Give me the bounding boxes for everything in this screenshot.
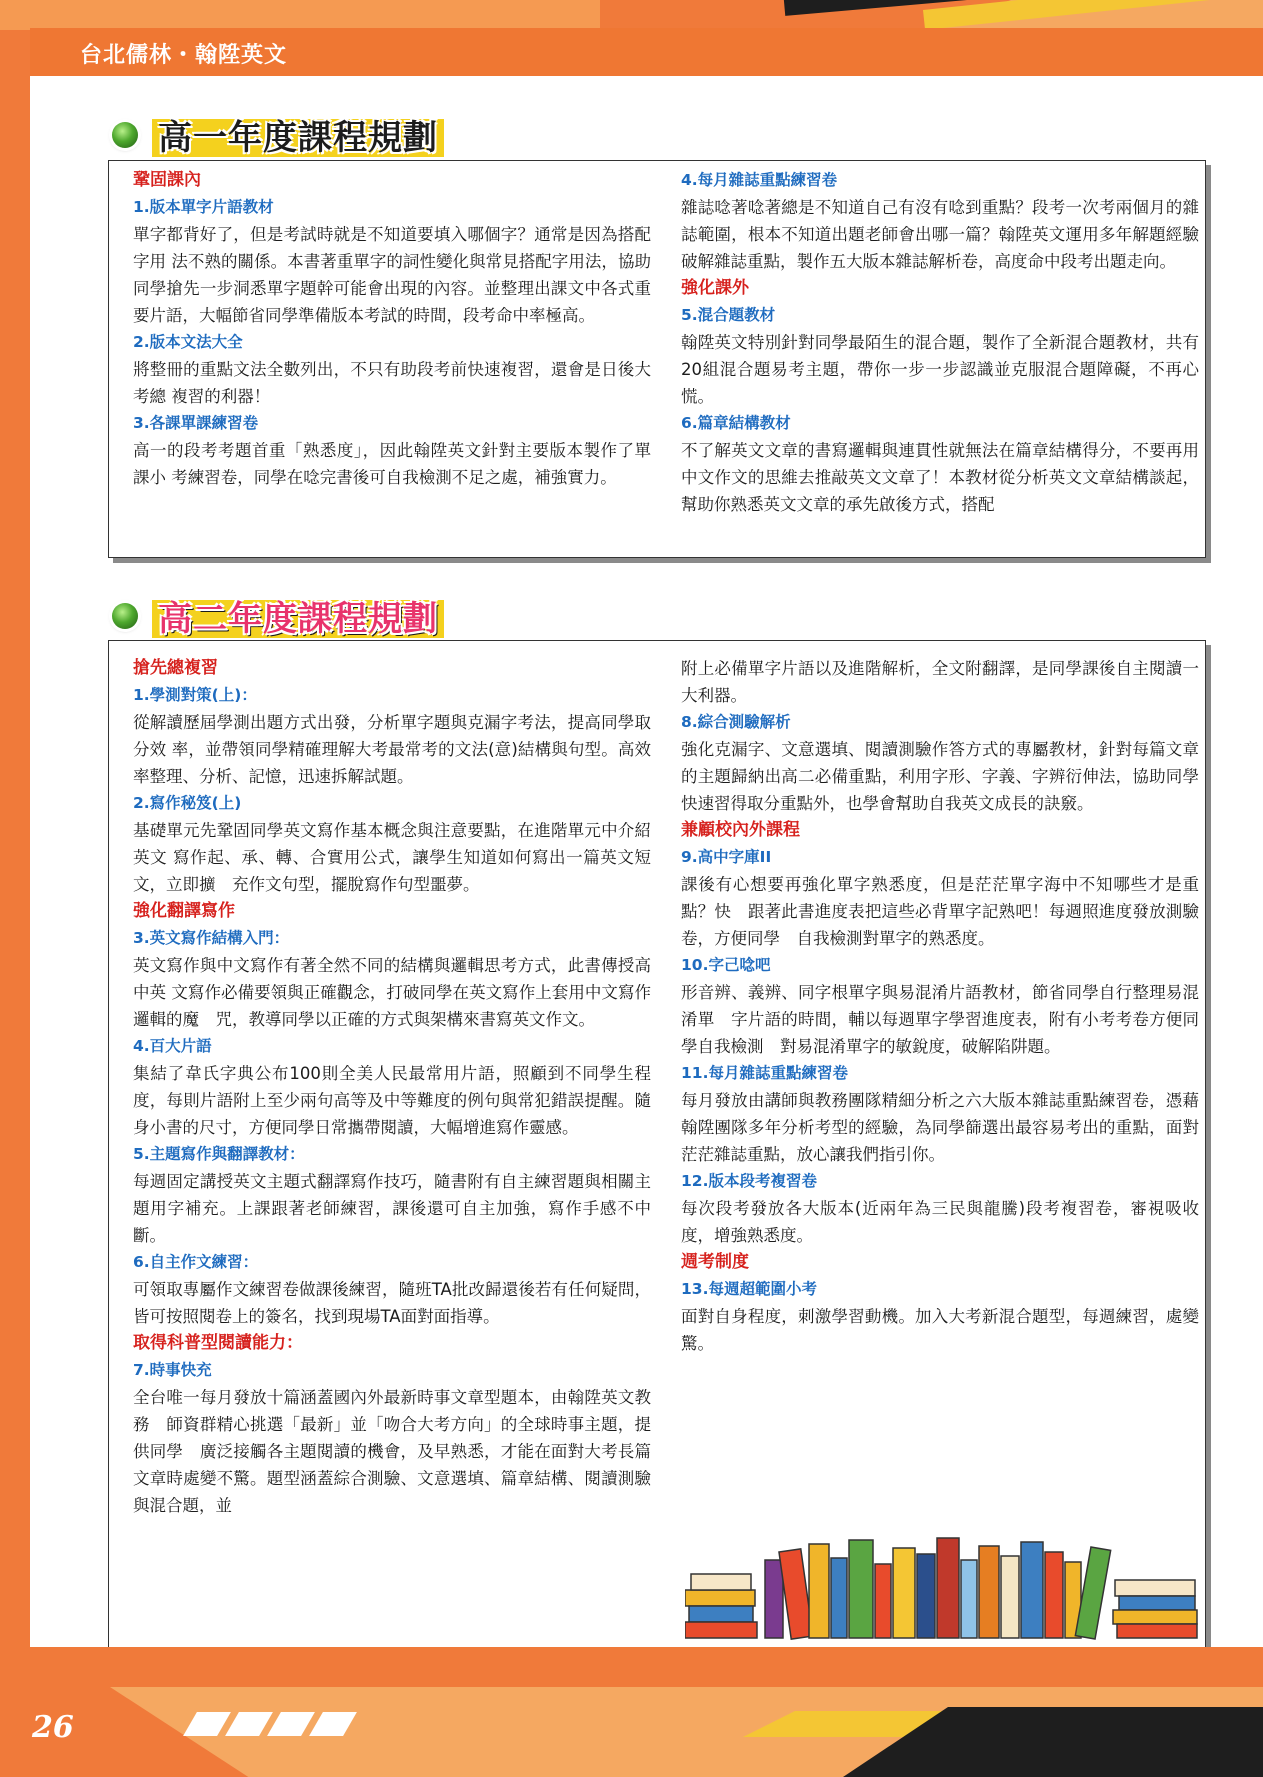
body-paragraph: 翰陞英文特別針對同學最陌生的混合題，製作了全新混合題教材，共有20組混合題易考主題，帶你一步一步認識並克服混合題障礙，不再心慌。 xyxy=(681,333,1199,406)
body-paragraph: 每次段考發放各大版本(近兩年為三民與龍騰)段考複習卷，審視吸收度，增強熟悉度。 xyxy=(681,1199,1199,1245)
body-paragraph: 每月發放由講師與教務團隊精細分析之六大版本雜誌重點練習卷，憑藉翰陞團隊多年分析考型的經驗，為同學篩選出最容易考出的重點，面對茫茫雜誌重點，放心讓我們指引你。 xyxy=(681,1091,1199,1164)
body-paragraph: 英文寫作與中文寫作有著全然不同的結構與邏輯思考方式，此書傳授高中英 文寫作必備要領與正確觀念，打破同學在英文寫作上套用中文寫作邏輯的魔 咒，教導同學以正確的方式與架構來書寫英文作文。 xyxy=(133,956,651,1029)
section2-right-column xyxy=(681,655,1199,1357)
footer-chevrons-decoration xyxy=(190,1712,358,1736)
body-paragraph: 將整冊的重點文法全數列出，不只有助段考前快速複習，還會是日後大考總 複習的利器！ xyxy=(133,360,651,406)
item-heading: 10.字己唸吧 xyxy=(681,956,771,974)
item-heading: 5.主題寫作與翻譯教材： xyxy=(133,1145,305,1163)
header-title: 台北儒林・翰陞英文 xyxy=(80,43,288,68)
item-heading: 2.版本文法大全 xyxy=(133,333,243,351)
background-band-top xyxy=(0,0,600,30)
body-paragraph: 集結了韋氏字典公布100則全美人民最常用片語，照顧到不同學生程度，每則片語附上至少兩句高等及中等難度的例句與常犯錯誤提醒。隨身小書的尺寸，方便同學日常攜帶閱讀，大幅增進寫作靈感。 xyxy=(133,1064,651,1137)
category-heading: 週考制度 xyxy=(681,1252,749,1272)
item-heading: 2.寫作秘笈(上) xyxy=(133,794,242,812)
section1-right-column xyxy=(681,167,1199,518)
item-heading: 11.每月雜誌重點練習卷 xyxy=(681,1064,848,1082)
body-paragraph: 單字都背好了，但是考試時就是不知道要填入哪個字？通常是因為搭配字用 法不熟的關係。本書著重單字的詞性變化與常見搭配字用法，協助同學搶先一步洞悉單字題幹可能會出現的內容。並整理出課文中各式重要片語，大幅節省同學準備版本考試的時間，段考命中率極高。 xyxy=(133,225,651,325)
item-heading: 9.高中字庫II xyxy=(681,848,772,866)
book-stack-right xyxy=(1113,1580,1197,1638)
section1-heading xyxy=(112,110,444,159)
item-heading: 12.版本段考複習卷 xyxy=(681,1172,817,1190)
category-heading: 強化課外 xyxy=(681,278,749,298)
section2-left-column xyxy=(133,655,651,1519)
body-paragraph: 可領取專屬作文練習卷做課後練習，隨班TA批改歸還後若有任何疑問，皆可按照閱卷上的簽名，找到現場TA面對面指導。 xyxy=(133,1280,651,1326)
category-heading: 鞏固課內 xyxy=(133,170,201,190)
section2-content-box xyxy=(108,640,1206,1650)
body-paragraph: 高一的段考考題首重「熟悉度」，因此翰陞英文針對主要版本製作了單課小 考練習卷，同學在唸完書後可自我檢測不足之處，補強實力。 xyxy=(133,441,651,487)
section2-title: 高二年度課程規劃 xyxy=(152,591,444,640)
body-paragraph: 基礎單元先鞏固同學英文寫作基本概念與注意要點，在進階單元中介紹英文 寫作起、承、轉、合實用公式，讓學生知道如何寫出一篇英文短文，立即擴 充作文句型，擺脫寫作句型噩夢。 xyxy=(133,821,651,894)
body-paragraph: 全台唯一每月發放十篇涵蓋國內外最新時事文章型題本，由翰陞英文教務 師資群精心挑選「最新」並「吻合大考方向」的全球時事主題，提供同學 廣泛接觸各主題閱讀的機會，及早熟悉，才能在面對大考長篇文章時處變不驚。題型涵蓋綜合測驗、文意選填、篇章結構、閱讀測驗與混合題，並 xyxy=(133,1388,651,1515)
body-paragraph: 不了解英文文章的書寫邏輯與連貫性就無法在篇章結構得分，不要再用中文作文的思維去推敲英文文章了！本教材從分析英文文章結構談起，幫助你熟悉英文文章的承先啟後方式，搭配 xyxy=(681,441,1199,514)
item-heading: 5.混合題教材 xyxy=(681,306,776,324)
body-paragraph: 每週固定講授英文主題式翻譯寫作技巧，隨書附有自主練習題與相關主題用字補充。上課跟著老師練習，課後還可自主加強，寫作手感不中斷。 xyxy=(133,1172,651,1245)
item-heading: 1.版本單字片語教材 xyxy=(133,198,274,216)
body-paragraph: 課後有心想要再強化單字熟悉度，但是茫茫單字海中不知哪些才是重點？快 跟著此書進度表把這些必背單字記熟吧！每週照進度發放測驗卷，方便同學 自我檢測對單字的熟悉度。 xyxy=(681,875,1199,948)
side-dots-decoration xyxy=(44,548,53,1012)
body-paragraph: 面對自身程度，刺激學習動機。加入大考新混合題型，每週練習，處變驚。 xyxy=(681,1307,1199,1353)
body-paragraph: 從解讀歷屆學測出題方式出發，分析單字題與克漏字考法，提高同學取分效 率，並帶領同學精確理解大考最常考的文法(意)結構與句型。高效率整理、分析、記憶，迅速拆解試題。 xyxy=(133,713,651,786)
category-heading: 取得科普型閱讀能力： xyxy=(133,1333,303,1353)
book-stack-left xyxy=(685,1574,757,1638)
book-row-illustration xyxy=(685,1530,1205,1640)
body-paragraph: 形音辨、義辨、同字根單字與易混淆片語教材，節省同學自行整理易混淆單 字片語的時間，輔以每週單字學習進度表，附有小考考卷方便同學自我檢測 對易混淆單字的敏銳度，破解陷阱題。 xyxy=(681,983,1199,1056)
body-paragraph: 雜誌唸著唸著總是不知道自己有沒有唸到重點？段考一次考兩個月的雜誌範圍，根本不知道出題老師會出哪一篇？翰陞英文運用多年解題經驗破解雜誌重點，製作五大版本雜誌解析卷，高度命中段考出題走向。 xyxy=(681,198,1199,271)
green-orb-icon xyxy=(112,603,138,629)
category-heading: 強化翻譯寫作 xyxy=(133,901,235,921)
section2-heading xyxy=(112,591,444,640)
section1-content-box xyxy=(108,160,1206,558)
item-heading: 6.篇章結構教材 xyxy=(681,414,791,432)
green-orb-icon xyxy=(112,122,138,148)
item-heading: 7.時事快充 xyxy=(133,1361,212,1379)
item-heading: 3.英文寫作結構入門： xyxy=(133,929,290,947)
item-heading: 4.每月雜誌重點練習卷 xyxy=(681,171,838,189)
item-heading: 8.綜合測驗解析 xyxy=(681,713,791,731)
category-heading: 搶先總複習 xyxy=(133,658,218,678)
page-number: 26 xyxy=(32,1710,74,1745)
book-uprights xyxy=(765,1538,1111,1639)
category-heading: 兼顧校內外課程 xyxy=(681,820,800,840)
section1-title: 高一年度課程規劃 xyxy=(152,110,444,159)
item-heading: 13.每週超範圍小考 xyxy=(681,1280,817,1298)
item-heading: 1.學測對策(上)： xyxy=(133,686,257,704)
body-paragraph: 附上必備單字片語以及進階解析，全文附翻譯，是同學課後自主閱讀一大利器。 xyxy=(681,659,1199,705)
body-paragraph: 強化克漏字、文意選填、閱讀測驗作答方式的專屬教材，針對每篇文章的主題歸納出高二必備重點，利用字形、字義、字辨衍伸法，協助同學快速習得取分重點外，也學會幫助自我英文成長的訣竅。 xyxy=(681,740,1199,813)
item-heading: 6.自主作文練習： xyxy=(133,1253,259,1271)
item-heading: 4.百大片語 xyxy=(133,1037,212,1055)
item-heading: 3.各課單課練習卷 xyxy=(133,414,259,432)
section1-left-column xyxy=(133,167,651,491)
